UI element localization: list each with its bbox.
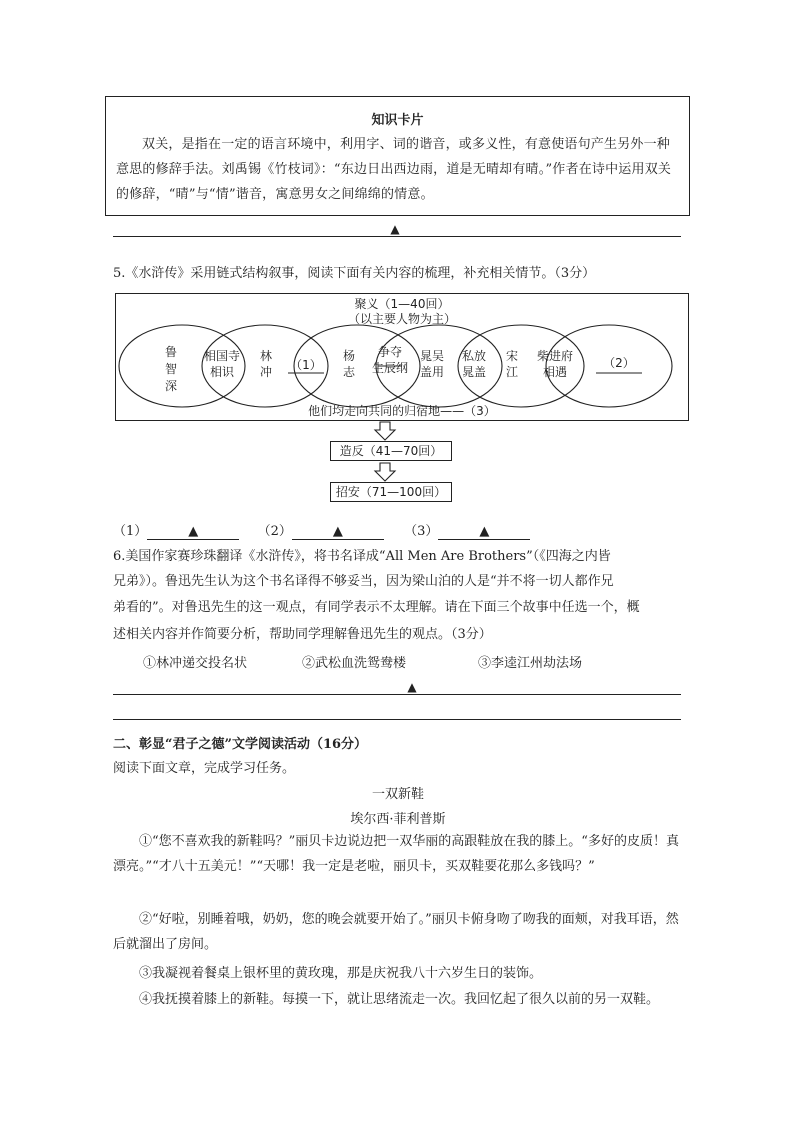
flow-box-rebellion: 造反（41—70回） [330, 441, 452, 461]
down-arrow-icon [372, 462, 398, 482]
answer-1-blank[interactable]: ▲ [147, 524, 239, 540]
option-2: ②武松血洗鸳鸯楼 [302, 656, 407, 671]
header-line1: 聚义（1—40回） [354, 297, 450, 311]
answer-3-blank[interactable]: ▲ [438, 524, 530, 540]
blank-1-label: （1） [290, 358, 322, 372]
answer-1-label: （1） [113, 524, 148, 539]
answers-row [113, 520, 530, 540]
question-6-line3: 弟看的”。对鲁迅先生的这一观点，有同学表示不太理解。请在下面三个故事中任选一个，概 [113, 600, 640, 615]
knowledge-card [105, 96, 690, 216]
header-line2: （以主要人物为主） [347, 312, 457, 326]
question-5: 5.《水浒传》采用链式结构叙事，阅读下面有关内容的梳理，补充相关情节。（3分） [113, 266, 596, 281]
answer-3-label: （3） [404, 524, 439, 539]
svg-text:相国寺: 相国寺 [203, 349, 241, 363]
svg-text:私放: 私放 [461, 349, 487, 363]
answer-2-label: （2） [257, 524, 292, 539]
svg-text:相遇: 相遇 [542, 365, 568, 379]
answer-line[interactable] [113, 719, 681, 720]
svg-text:江: 江 [505, 365, 519, 379]
paragraph-1: ①“您不喜欢我的新鞋吗？”丽贝卡边说边把一双华丽的高跟鞋放在我的膝上。“多好的皮质！真漂亮。”“才八十五美元！”“天哪！我一定是老啦，丽贝卡，买双鞋要花那么多钱吗？” [113, 834, 679, 874]
paragraph-4: ④我抚摸着膝上的新鞋。每摸一下，就让思绪流走一次。我回忆起了很久以前的另一双鞋。 [139, 992, 660, 1007]
svg-text:志: 志 [342, 365, 356, 379]
chain-structure-diagram [115, 293, 689, 421]
svg-text:深: 深 [164, 379, 178, 393]
svg-text:柴进府: 柴进府 [536, 349, 574, 363]
svg-text:鲁: 鲁 [164, 345, 178, 359]
svg-text:晁盖: 晁盖 [461, 365, 487, 379]
answer-line[interactable] [113, 236, 681, 237]
answer-marker: ▲ [407, 680, 417, 694]
section-2-instruction: 阅读下面文章，完成学习任务。 [113, 761, 296, 776]
card-title: 知识卡片 [371, 113, 424, 128]
answer-line[interactable] [113, 694, 681, 695]
question-6-line2: 兄弟》）。鲁迅先生认为这个书名译得不够妥当，因为梁山泊的人是“并不将一切人都作兄 [113, 574, 614, 589]
question-6-line4: 述相关内容并作简要分析，帮助同学理解鲁迅先生的观点。（3分） [113, 627, 492, 642]
svg-text:智: 智 [164, 362, 178, 376]
svg-text:宋: 宋 [505, 349, 519, 363]
down-arrow-icon [372, 421, 398, 441]
answer-marker: ▲ [390, 222, 400, 236]
card-body: 双关，是指在一定的语言环境中，利用字、词的谐音，或多义性，有意使语句产生另外一种意思的修辞手法。刘禹锡《竹枝词》：“东边日出西边雨，道是无晴却有晴。”作者在诗中运用双关的修辞，“晴”与“情”谐音，寓意男女之间绵绵的情意。 [116, 137, 672, 202]
diagram-footer: 他们均走向共同的归宿地——（3） [308, 404, 496, 418]
story-title: 一双新鞋 [371, 787, 424, 802]
answer-2-blank[interactable]: ▲ [292, 524, 384, 540]
svg-text:争夺: 争夺 [377, 345, 403, 359]
paragraph-3: ③我凝视着餐桌上银杯里的黄玫瑰，那是庆祝我八十六岁生日的装饰。 [139, 966, 543, 981]
option-3: ③李逵江州劫法场 [478, 656, 583, 671]
diagram-svg [116, 294, 688, 420]
svg-text:晁吴: 晁吴 [419, 349, 445, 363]
question-6-line1: 6.美国作家赛珍珠翻译《水浒传》，将书名译成“All Men Are Brothers”（《四海之内皆 [113, 549, 611, 564]
svg-text:相识: 相识 [209, 365, 235, 379]
story-author: 埃尔西·菲利普斯 [350, 812, 446, 827]
svg-text:杨: 杨 [342, 349, 356, 363]
option-1: ①林冲递交投名状 [143, 656, 248, 671]
paragraph-2: ②“好啦，别睡着哦，奶奶，您的晚会就要开始了。”丽贝卡俯身吻了吻我的面颊，对我耳语，然后就溜出了房间。 [113, 912, 679, 952]
blank-2-label: （2） [603, 356, 635, 370]
svg-text:盖用: 盖用 [419, 365, 445, 379]
svg-text:生辰纲: 生辰纲 [371, 361, 409, 375]
svg-text:冲: 冲 [259, 365, 273, 379]
svg-text:林: 林 [259, 349, 273, 363]
section-2-heading: 二、彰显“君子之德”文学阅读活动（16分） [113, 737, 368, 752]
flow-box-amnesty: 招安（71—100回） [330, 482, 452, 502]
